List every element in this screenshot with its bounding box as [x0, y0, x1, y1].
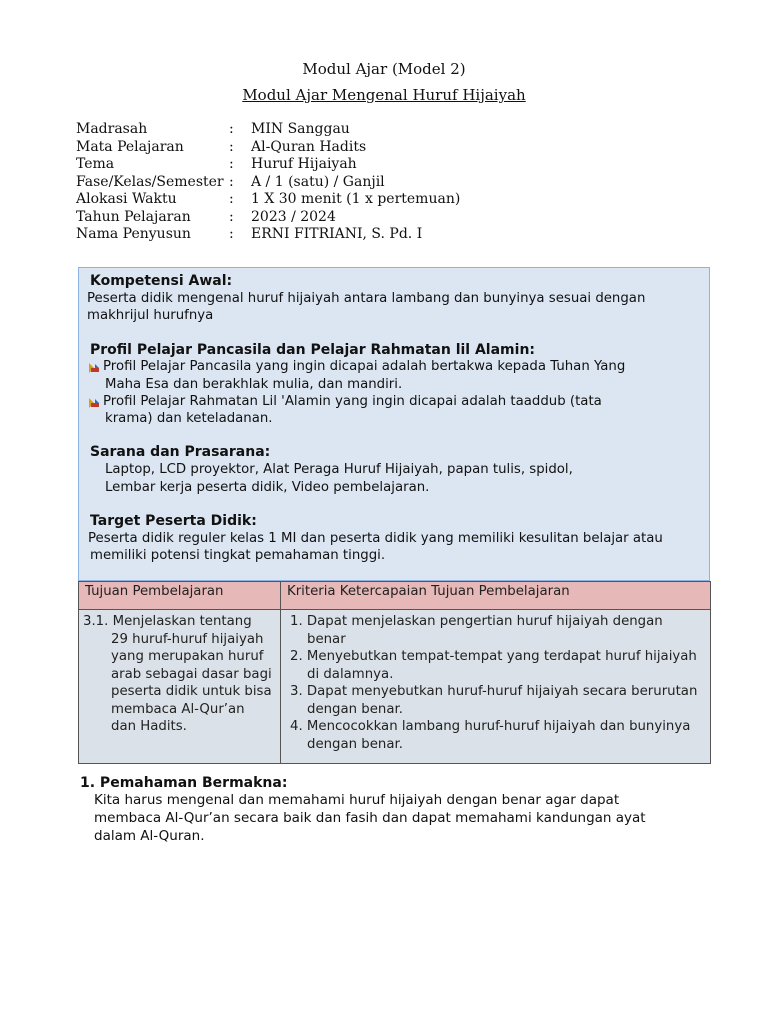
table-header-cell: Tujuan Pembelajaran [79, 582, 281, 610]
identity-key: Nama Penyusun [76, 226, 191, 242]
identity-key: Madrasah [76, 121, 148, 137]
identity-row [76, 139, 460, 157]
kriteria-line: 2. Menyebutkan tempat-tempat yang terdapat huruf hijaiyah [290, 649, 697, 664]
profil-heading: Profil Pelajar Pancasila dan Pelajar Rahmatan lil Alamin: [90, 342, 536, 358]
tujuan-line: membaca Al-Qur’an [111, 701, 245, 717]
arrow-bullet-icon [87, 361, 101, 375]
identity-value: A / 1 (satu) / Ganjil [251, 173, 385, 190]
identity-colon: : [229, 121, 234, 137]
identity-row [76, 121, 460, 139]
identity-value: Al-Quran Hadits [251, 138, 367, 155]
identity-block [76, 121, 460, 244]
kriteria-line: 3. Dapat menyebutkan huruf-huruf hijaiyah secara berurutan [290, 684, 698, 699]
identity-row [76, 226, 460, 244]
tujuan-line: yang merupakan huruf [111, 649, 264, 664]
pemahaman-text: dalam Al-Quran. [94, 828, 205, 844]
profil-item-text: Profil Pelajar Pancasila yang ingin dicapai adalah bertakwa kepada Tuhan Yang [103, 359, 626, 374]
target-heading: Target Peserta Didik: [90, 513, 257, 529]
identity-value: MIN Sanggau [251, 121, 350, 137]
identity-row [76, 174, 460, 192]
arrow-bullet-icon [87, 396, 101, 410]
pemahaman-text: Kita harus mengenal dan memahami huruf hijaiyah dengan benar agar dapat [94, 792, 620, 808]
document-subtitle: Modul Ajar Mengenal Huruf Hijaiyah [242, 86, 526, 104]
kriteria-cell [281, 610, 711, 764]
tujuan-cell [79, 610, 281, 764]
pemahaman-text: membaca Al-Qur’an secara baik dan fasih dan dapat memahami kandungan ayat [94, 810, 646, 826]
sarana-heading: Sarana dan Prasarana: [90, 444, 271, 460]
identity-row [76, 156, 460, 174]
identity-colon: : [229, 156, 234, 172]
tujuan-line: 29 huruf-huruf hijaiyah [111, 631, 264, 647]
competency-box [78, 267, 710, 581]
table-row [79, 610, 711, 764]
pemahaman-section [80, 775, 646, 845]
identity-key: Tahun Pelajaran [76, 208, 191, 225]
identity-colon: : [229, 173, 234, 190]
table-header-row [79, 582, 711, 610]
kompetensi-text: makhrijul hurufnya [87, 308, 214, 323]
identity-row [76, 209, 460, 227]
target-text: Peserta didik reguler kelas 1 MI dan peserta didik yang memiliki kesulitan belajar atau [88, 531, 663, 546]
identity-key: Mata Pelajaran [76, 138, 184, 155]
tujuan-line: arab sebagai dasar bagi [111, 666, 272, 682]
kompetensi-text: Peserta didik mengenal huruf hijaiyah antara lambang dan bunyinya sesuai dengan [87, 291, 646, 306]
table-header-cell: Kriteria Ketercapaian Tujuan Pembelajaran [281, 582, 711, 610]
identity-value: Huruf Hijaiyah [251, 156, 357, 172]
profil-item-text: krama) dan keteladanan. [105, 411, 273, 426]
pemahaman-heading: 1. Pemahaman Bermakna: [80, 775, 288, 791]
target-text: memiliki potensi tingkat pemahaman tinggi. [90, 548, 386, 563]
kriteria-line: 4. Mencocokkan lambang huruf-huruf hijaiyah dan bunyinya [290, 719, 691, 734]
identity-key: Alokasi Waktu [76, 191, 177, 207]
identity-colon: : [229, 226, 234, 242]
document-title: Modul Ajar (Model 2) [302, 60, 466, 78]
sarana-text: Lembar kerja peserta didik, Video pembelajaran. [105, 480, 430, 495]
kriteria-line: dengan benar. [307, 701, 403, 717]
kriteria-line: benar [307, 631, 346, 647]
identity-value: 2023 / 2024 [251, 208, 336, 225]
identity-row [76, 191, 460, 209]
tujuan-line: dan Hadits. [111, 719, 187, 734]
profil-item-text: Maha Esa dan berakhlak mulia, dan mandiri. [105, 377, 403, 392]
identity-value: 1 X 30 menit (1 x pertemuan) [251, 191, 461, 207]
identity-colon: : [229, 138, 234, 155]
sarana-text: Laptop, LCD proyektor, Alat Peraga Huruf Hijaiyah, papan tulis, spidol, [105, 462, 573, 477]
tujuan-line: peserta didik untuk bisa [111, 684, 272, 699]
profil-item-text: Profil Pelajar Rahmatan Lil 'Alamin yang ingin dicapai adalah taaddub (tata [103, 394, 602, 409]
identity-key: Fase/Kelas/Semester [76, 173, 224, 190]
identity-colon: : [229, 191, 234, 207]
kompetensi-heading: Kompetensi Awal: [90, 273, 233, 289]
learning-objectives-table [78, 581, 711, 764]
tujuan-line: 3.1. Menjelaskan tentang [83, 614, 252, 629]
kriteria-line: di dalamnya. [307, 666, 394, 682]
identity-key: Tema [76, 156, 115, 172]
kriteria-line: 1. Dapat menjelaskan pengertian huruf hijaiyah dengan [290, 614, 663, 629]
identity-colon: : [229, 208, 234, 225]
identity-value: ERNI FITRIANI, S. Pd. I [251, 226, 423, 242]
kriteria-line: dengan benar. [307, 736, 403, 752]
